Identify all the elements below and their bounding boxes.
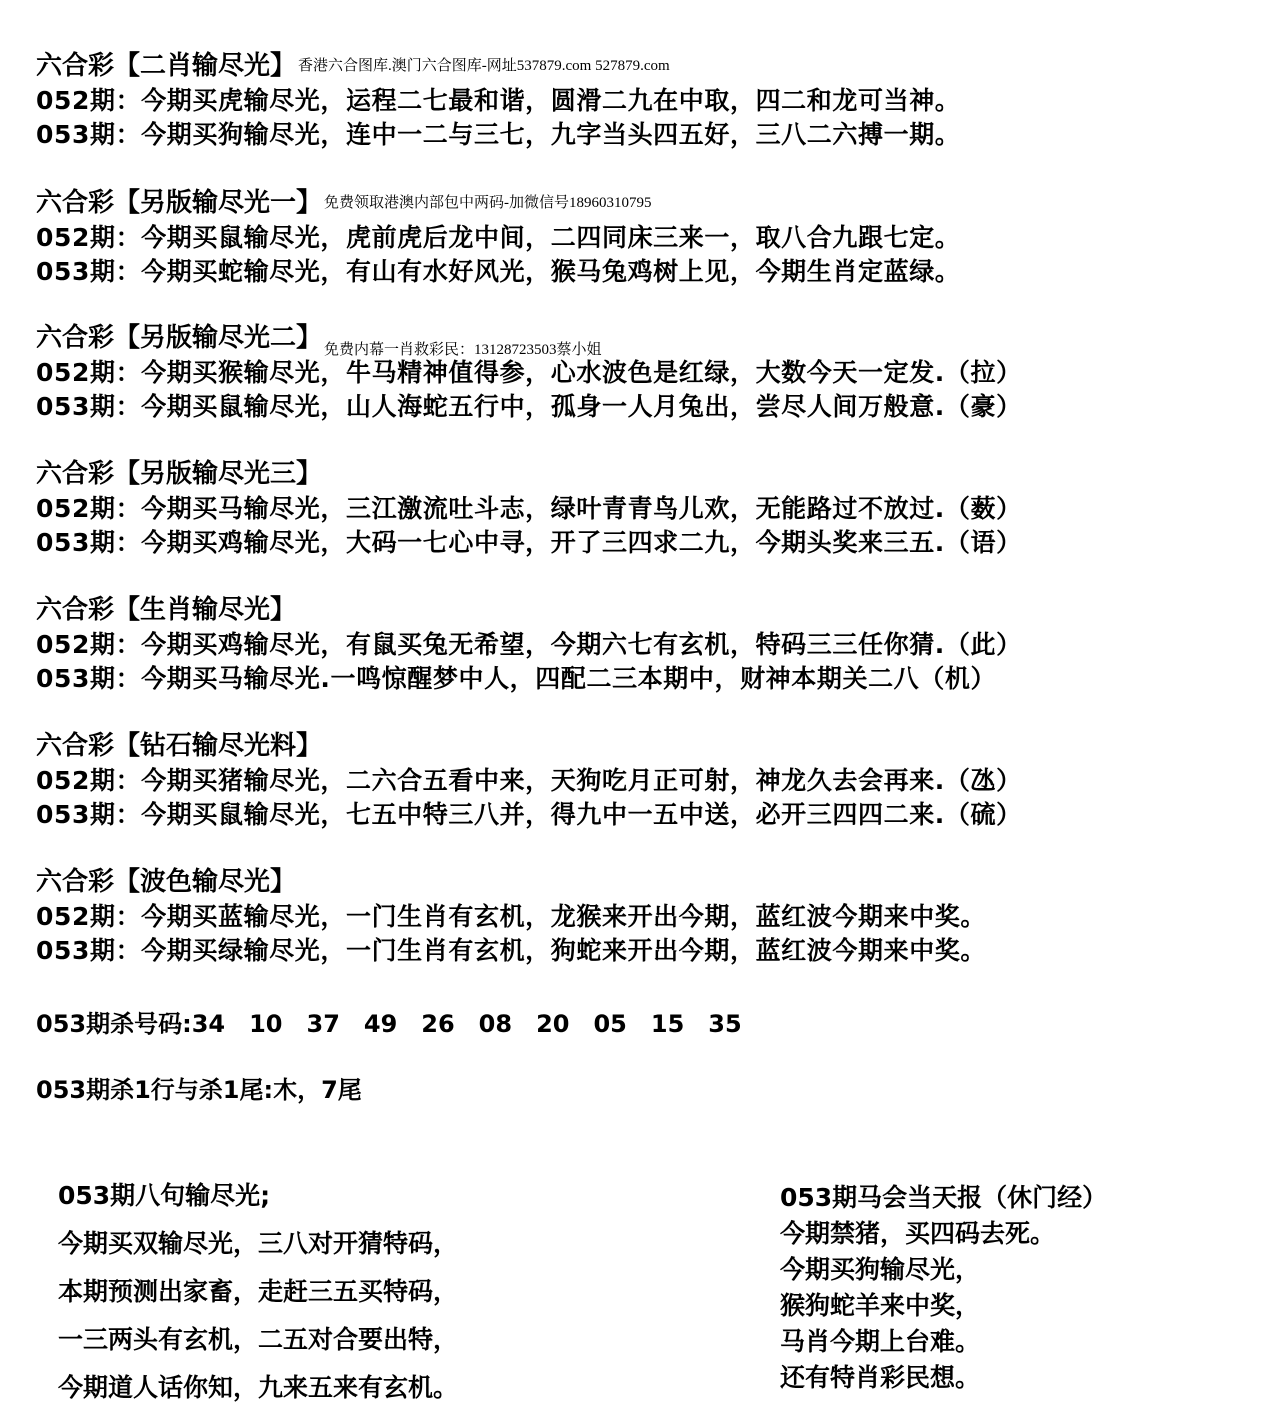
prediction-line: 053期：今期买鸡输尽光，大码一七心中寻，开了三四求二九，今期头奖来三五.（语） [36, 528, 1022, 557]
poem-title: 053期八句输尽光; [58, 1181, 271, 1210]
poem-title: 053期马会当天报（休门经） [780, 1183, 1108, 1212]
section-title: 六合彩【另版输尽光三】 [36, 459, 323, 489]
kill-numbers: 053期杀号码:34 10 37 49 26 08 20 05 15 35 [36, 1010, 742, 1038]
poem-line: 猴狗蛇羊来中奖， [780, 1291, 981, 1320]
prediction-line: 052期：今期买鸡输尽光，有鼠买兔无希望，今期六七有玄机，特码三三任你猜.（此） [36, 630, 1022, 659]
poem-left [58, 1172, 458, 1412]
prediction-line: 052期：今期买鼠输尽光，虎前虎后龙中间，二四同床三来一，取八合九跟七定。 [36, 223, 961, 252]
section-sheng-xiao [36, 594, 1261, 696]
prediction-line: 053期：今期买鼠输尽光，七五中特三八并，得九中一五中送，必开三四四二来.（硫） [36, 800, 1022, 829]
poem-line: 今期买双输尽光，三八对开猜特码， [58, 1229, 459, 1258]
section-title: 六合彩【二肖输尽光】 [36, 51, 297, 81]
poem-line: 今期道人话你知，九来五来有玄机。 [58, 1373, 459, 1402]
prediction-line: 053期：今期买鼠输尽光，山人海蛇五行中，孤身一人月兔出，尝尽人间万般意.（豪） [36, 392, 1022, 421]
prediction-line: 052期：今期买马输尽光，三江激流吐斗志，绿叶青青鸟儿欢，无能路过不放过.（薮） [36, 494, 1022, 523]
poem-line: 今期买狗输尽光， [780, 1255, 981, 1284]
ad-text: 免费领取港澳内部包中两码-加微信号18960310795 [324, 195, 652, 211]
poem-right [780, 1180, 1107, 1396]
section-zuan-shi [36, 730, 1261, 832]
section-ling-ban-1 [36, 187, 1261, 289]
section-title: 六合彩【生肖输尽光】 [36, 595, 297, 625]
prediction-line: 053期：今期买绿输尽光，一门生肖有玄机，狗蛇来开出今期，蓝红波今期来中奖。 [36, 936, 986, 965]
prediction-line: 052期：今期买虎输尽光，运程二七最和谐，圆滑二九在中取，四二和龙可当神。 [36, 86, 961, 115]
section-ling-ban-2 [36, 322, 1261, 424]
section-ling-ban-3 [36, 458, 1261, 560]
prediction-line: 052期：今期买蓝输尽光，一门生肖有玄机，龙猴来开出今期，蓝红波今期来中奖。 [36, 902, 986, 931]
poem-line: 马肖今期上台难。 [780, 1327, 981, 1356]
section-title: 六合彩【钻石输尽光料】 [36, 731, 323, 761]
poem-line: 还有特肖彩民想。 [780, 1363, 981, 1392]
section-title: 六合彩【另版输尽光一】 [36, 188, 323, 218]
section-title: 六合彩【波色输尽光】 [36, 867, 297, 897]
prediction-line: 053期：今期买狗输尽光，连中一二与三七，九字当头四五好，三八二六搏一期。 [36, 120, 961, 149]
section-er-xiao [36, 50, 1261, 152]
section-bo-se [36, 866, 1261, 968]
kill-element-tail: 053期杀1行与杀1尾:木，7尾 [36, 1076, 362, 1104]
ad-text: 免费内幕一肖救彩民：13128723503蔡小姐 [324, 342, 602, 358]
poem-line: 本期预测出家畜，走赶三五买特码， [58, 1277, 459, 1306]
poem-line: 一三两头有玄机，二五对合要出特， [58, 1325, 459, 1354]
prediction-line: 052期：今期买猪输尽光，二六合五看中来，天狗吃月正可射，神龙久去会再来.（氹） [36, 766, 1022, 795]
prediction-line: 053期：今期买蛇输尽光，有山有水好风光，猴马兔鸡树上见，今期生肖定蓝绿。 [36, 257, 961, 286]
prediction-line: 053期：今期买马输尽光.一鸣惊醒梦中人，四配二三本期中，财神本期关二八（机） [36, 664, 997, 693]
ad-text: 香港六合图库.澳门六合图库-网址537879.com 527879.com [298, 58, 670, 74]
poem-line: 今期禁猪，买四码去死。 [780, 1219, 1056, 1248]
section-title: 六合彩【另版输尽光二】 [36, 323, 323, 353]
prediction-line: 052期：今期买猴输尽光，牛马精神值得参，心水波色是红绿，大数今天一定发.（拉） [36, 358, 1022, 387]
